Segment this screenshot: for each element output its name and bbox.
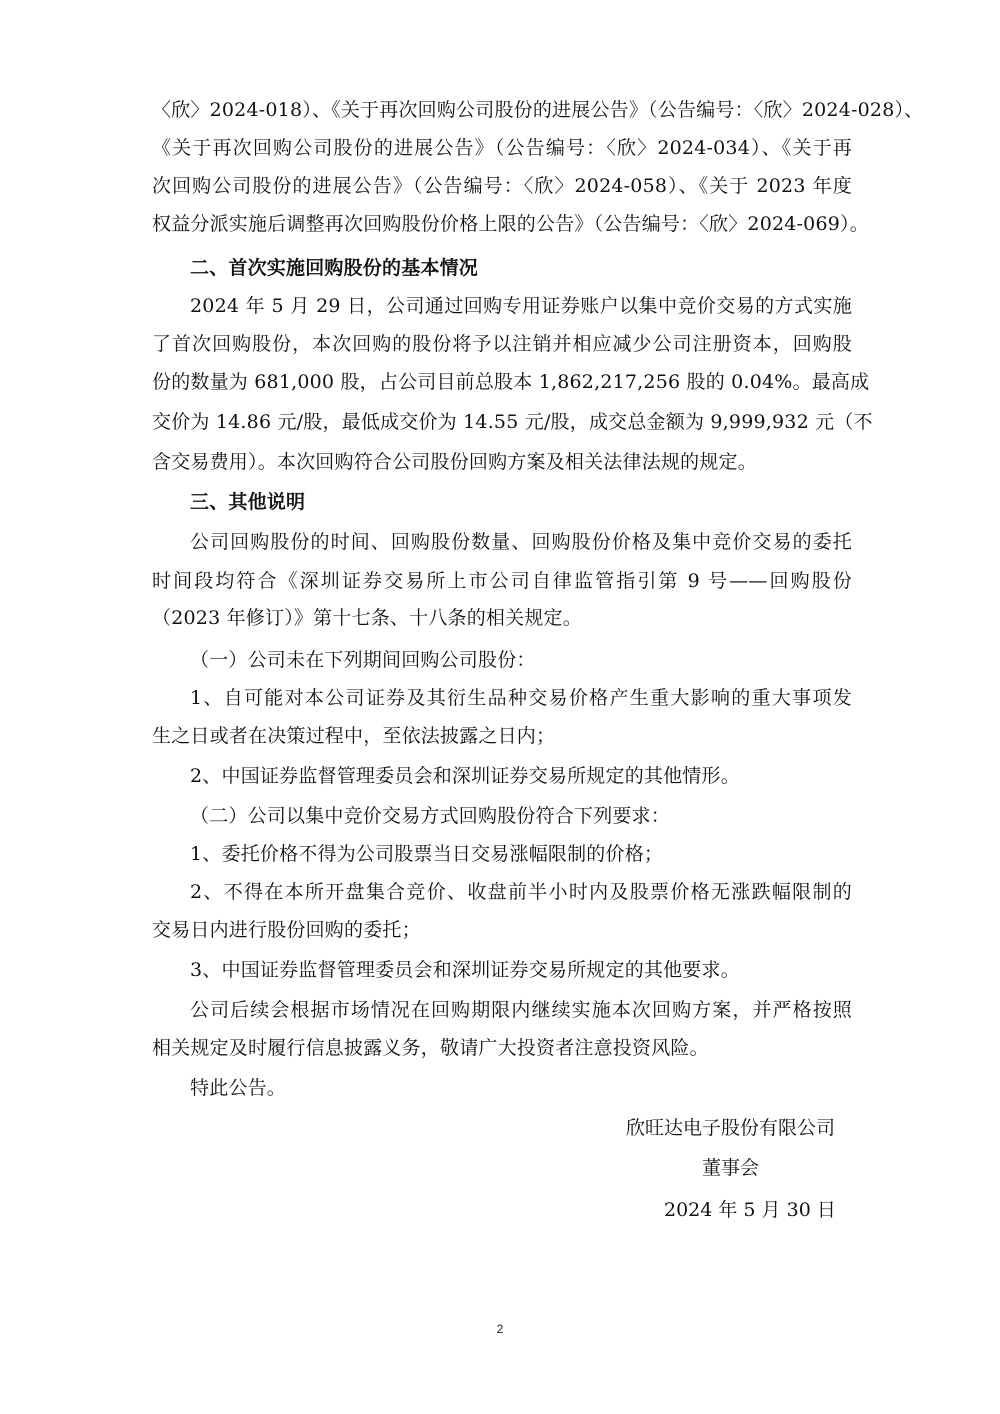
section-heading: 二、首次实施回购股份的基本情况 [190,257,479,279]
list-item: 2、不得在本所开盘集合竞价、收盘前半小时内及股票价格无涨跌幅限制的 [190,881,852,903]
signature-date: 2024 年 5 月 30 日 [664,1199,836,1221]
paragraph-line: 时间段均符合《深圳证券交易所上市公司自律监管指引第 9 号——回购股份 [152,570,852,592]
list-item: 1、委托价格不得为公司股票当日交易涨幅限制的价格； [190,843,664,865]
list-item: 3、中国证券监督管理委员会和深圳证券交易所规定的其他要求。 [190,959,740,981]
intro-line: 〈欣〉2024-018）、《关于再次回购公司股份的进展公告》（公告编号：〈欣〉2024-028）、 [152,99,924,121]
paragraph-line: 公司回购股份的时间、回购股份数量、回购股份价格及集中竞价交易的委托 [190,531,852,553]
paragraph-line: （2023 年修订）》第十七条、十八条的相关规定。 [152,607,582,629]
list-item: 2、中国证券监督管理委员会和深圳证券交易所规定的其他情形。 [190,765,740,787]
paragraph-line: 了首次回购股份，本次回购的股份将予以注销并相应减少公司注册资本，回购股 [152,333,852,355]
list-item-continued: 交易日内进行股份回购的委托； [152,919,421,941]
signature-board: 董事会 [702,1157,760,1179]
intro-line: 次回购公司股份的进展公告》（公告编号：〈欣〉2024-058）、《关于 2023 年度 [152,175,852,197]
list-item-continued: 生之日或者在决策过程中，至依法披露之日内； [152,725,556,747]
paragraph-line: 2024 年 5 月 29 日，公司通过回购专用证券账户以集中竞价交易的方式实施 [190,295,852,317]
intro-line: 权益分派实施后调整再次回购股份价格上限的公告》（公告编号：〈欣〉2024-069）。 [152,213,869,235]
paragraph-line: 公司后续会根据市场情况在回购期限内继续实施本次回购方案，并严格按照 [190,999,852,1021]
closing-line: 特此公告。 [190,1077,287,1099]
paragraph-line: 相关规定及时履行信息披露义务，敬请广大投资者注意投资风险。 [152,1037,709,1059]
paragraph-line: 含交易费用）。本次回购符合公司股份回购方案及相关法律法规的规定。 [152,451,757,473]
paragraph-line: 交价为 14.86 元/股，最低成交价为 14.55 元/股，成交总金额为 9,999,932 元（不 [152,411,873,433]
intro-line: 《关于再次回购公司股份的进展公告》（公告编号：〈欣〉2024-034）、《关于再 [152,137,852,159]
paragraph-line: 份的数量为 681,000 股，占公司目前总股本 1,862,217,256 股的 0.04%。最高成 [152,371,870,393]
signature-company: 欣旺达电子股份有限公司 [626,1117,836,1139]
page-number: 2 [496,1322,504,1336]
subsection-heading: （一）公司未在下列期间回购公司股份： [190,649,536,671]
subsection-heading: （二）公司以集中竞价交易方式回购股份符合下列要求： [190,805,671,827]
section-heading: 三、其他说明 [190,491,306,513]
list-item: 1、自可能对本公司证券及其衍生品种交易价格产生重大影响的重大事项发 [190,687,852,709]
